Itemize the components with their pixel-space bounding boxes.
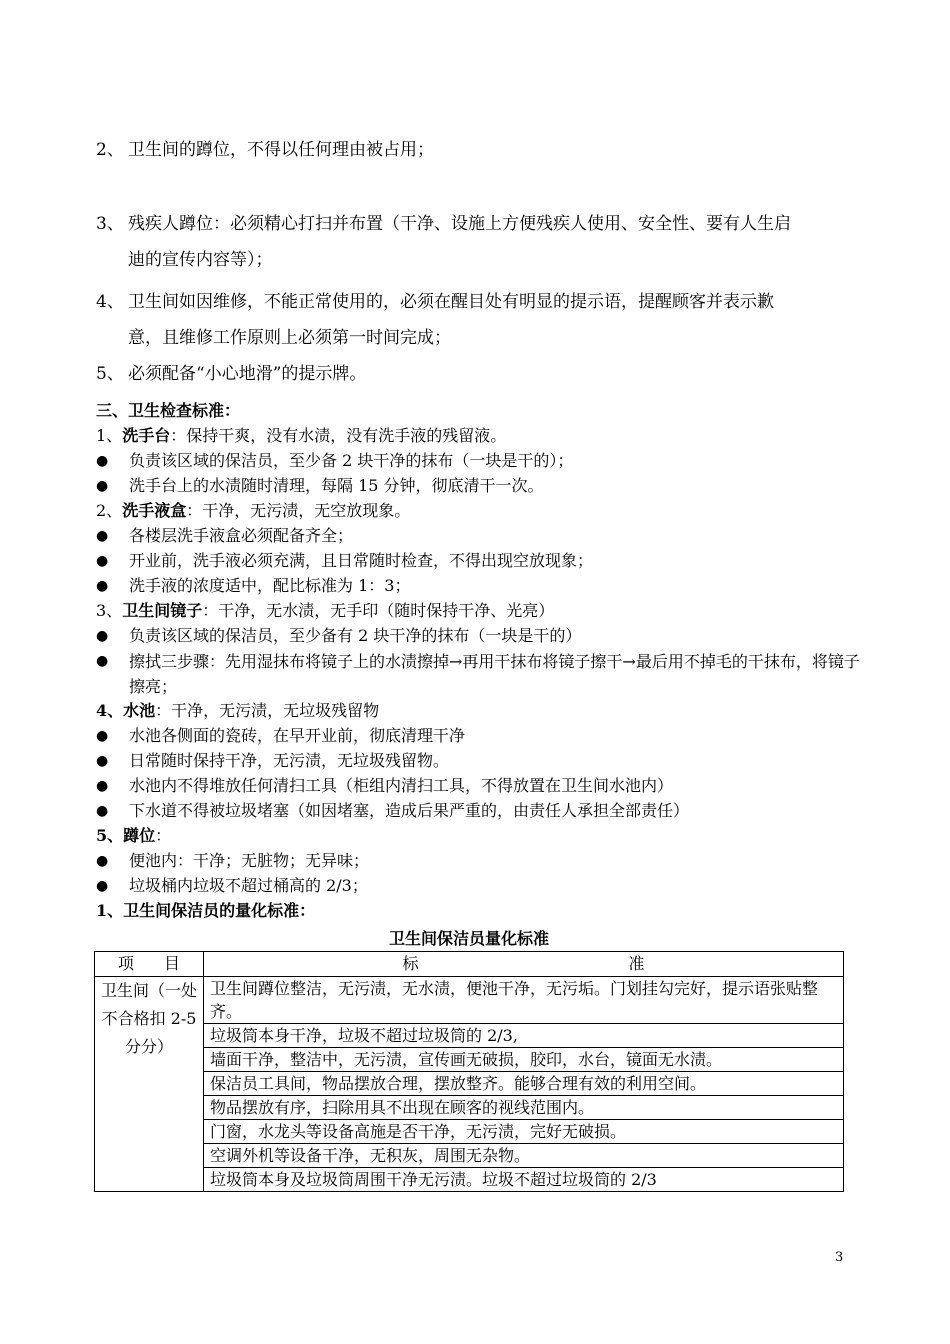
item-text-continuation: 迪的宣传内容等）；: [128, 250, 273, 270]
criterion-cell: 墙面干净，整洁中，无污渍，宣传画无破损，胶印，水台，镜面无水渍。: [204, 1048, 844, 1072]
table-row: [95, 1072, 844, 1096]
item-number: 5、: [96, 364, 124, 384]
criterion-cell: 物品摆放有序，扫除用具不出现在顾客的视线范围内。: [204, 1096, 844, 1120]
subsection-mirror: [96, 599, 866, 623]
criterion-cell: 保洁员工具间，物品摆放合理，摆放整齐。能够合理有效的利用空间。: [204, 1072, 844, 1096]
list-item: [96, 724, 866, 748]
table-row: [95, 1144, 844, 1168]
intro-item-4: [96, 284, 856, 356]
bullet-text: 水池各侧面的瓷砖，在早开业前，彻底清理干净: [129, 726, 466, 745]
bullet-text: 水池内不得堆放任何清扫工具（柜组内清扫工具，不得放置在卫生间水池内）: [129, 776, 674, 795]
bullet-icon: ●: [96, 478, 109, 494]
subsection-number: 2、: [96, 501, 123, 520]
subsection-basin: [96, 699, 866, 723]
bullet-text: 便池内：干净；无脏物；无异味；: [129, 851, 370, 870]
subsection-label: 卫生间镜子: [122, 601, 203, 620]
subsection-label: 洗手液盒: [122, 501, 187, 520]
subsection-text: ：干净，无污渍，无垃圾残留物: [155, 701, 380, 720]
bullet-text: 下水道不得被垃圾堵塞（如因堵塞，造成后果严重的，由责任人承担全部责任）: [129, 801, 690, 820]
bullet-text: 负责该区域的保洁员，至少备 2 块干净的抹布（一块是干的）；: [129, 451, 574, 470]
list-item: [96, 649, 866, 699]
bullet-text: 日常随时保持干净，无污渍，无垃圾残留物。: [129, 751, 450, 770]
bullet-text: 擦拭三步骤：先用湿抹布将镜子上的水渍擦掉→再用干抹布将镜子擦干→最后用不掉毛的干抹布，将镜子擦亮；: [129, 652, 860, 696]
subsection-label: 洗手台: [122, 426, 171, 445]
header-standard-char-1: 标: [402, 954, 419, 973]
table-row: [95, 1168, 844, 1192]
category-cell: 卫生间（一处不合格扣 2-5 分分）: [95, 977, 204, 1192]
bullet-icon: ●: [96, 578, 109, 594]
list-item: [96, 574, 866, 598]
list-item: [96, 799, 866, 823]
subsection-number: 5、: [96, 826, 124, 845]
header-standard-char-2: 准: [628, 954, 645, 973]
subsection-soap-dispenser: [96, 499, 866, 523]
list-item: [96, 624, 866, 648]
table-row: [95, 1024, 844, 1048]
intro-item-2: [96, 132, 856, 168]
subsection-squat-toilet: [96, 824, 866, 848]
bullet-icon: ●: [96, 653, 109, 669]
list-item: [96, 449, 866, 473]
bullet-text: 洗手台上的水渍随时清理，每隔 15 分钟，彻底清干一次。: [129, 476, 544, 495]
list-item: [96, 774, 866, 798]
subsection-number: 1、: [96, 426, 123, 445]
table-row: [95, 1120, 844, 1144]
section-heading: 三、卫生检查标准：: [96, 401, 241, 420]
bullet-icon: ●: [96, 753, 109, 769]
standards-table: [94, 951, 844, 1192]
list-item: [96, 549, 866, 573]
header-item-char-2: 目: [164, 954, 181, 973]
header-item: [95, 952, 204, 977]
subsection-text: ：: [155, 826, 172, 845]
item-text-continuation: 意，且维修工作原则上必须第一时间完成；: [128, 328, 451, 348]
bullet-icon: ●: [96, 553, 109, 569]
item-text: 卫生间如因维修，不能正常使用的，必须在醒目处有明显的提示语，提醒顾客并表示歉: [128, 292, 774, 312]
quantification-heading: 1、卫生间保洁员的量化标准：: [96, 901, 316, 920]
item-text: 必须配备“小心地滑”的提示牌。: [128, 364, 367, 384]
intro-item-3: [96, 206, 856, 278]
item-number: 4、: [96, 292, 124, 312]
bullet-icon: ●: [96, 628, 109, 644]
subsection-number: 3、: [96, 601, 123, 620]
item-text: 残疾人蹲位：必须精心打扫并布置（干净、设施上方便残疾人使用、安全性、要有人生启: [128, 214, 791, 234]
bullet-text: 垃圾桶内垃圾不超过桶高的 2/3；: [129, 876, 368, 895]
list-item: [96, 749, 866, 773]
criterion-cell: 垃圾筒本身及垃圾筒周围干净无污渍。垃圾不超过垃圾筒的 2/3: [204, 1168, 844, 1192]
criterion-cell: 卫生间蹲位整洁，无污渍，无水渍，便池干净，无污垢。门划挂勾完好，提示语张贴整齐。: [204, 977, 844, 1024]
table-header-row: [95, 952, 844, 977]
subsection-text: ：干净，无污渍，无空放现象。: [186, 501, 411, 520]
item-number: 3、: [96, 214, 124, 234]
subsection-label: 水池: [123, 701, 156, 720]
bullet-icon: ●: [96, 878, 109, 894]
bullet-icon: ●: [96, 778, 109, 794]
bullet-text: 负责该区域的保洁员，至少备有 2 块干净的抹布（一块是干的）: [129, 626, 582, 645]
header-standard: [204, 952, 844, 977]
criterion-cell: 垃圾筒本身干净，垃圾不超过垃圾筒的 2/3,: [204, 1024, 844, 1048]
list-item: [96, 874, 866, 898]
bullet-text: 洗手液的浓度适中，配比标准为 1：3；: [129, 576, 411, 595]
criterion-cell: 空调外机等设备干净，无积灰，周围无杂物。: [204, 1144, 844, 1168]
subsection-text: ：保持干爽，没有水渍，没有洗手液的残留液。: [170, 426, 507, 445]
bullet-icon: ●: [96, 728, 109, 744]
bullet-text: 开业前，洗手液必须充满，且日常随时检查，不得出现空放现象；: [129, 551, 594, 570]
header-item-char-1: 项: [117, 954, 134, 973]
table-row: [95, 1096, 844, 1120]
list-item: [96, 524, 866, 548]
item-text: 卫生间的蹲位，不得以任何理由被占用；: [128, 140, 434, 160]
table-row: [95, 1048, 844, 1072]
bullet-icon: ●: [96, 803, 109, 819]
item-number: 2、: [96, 140, 124, 160]
intro-item-5: [96, 356, 856, 392]
criterion-cell: 门窗，水龙头等设备高施是否干净，无污渍，完好无破损。: [204, 1120, 844, 1144]
page-number: 3: [835, 1250, 844, 1265]
subsection-sink-counter: [96, 424, 866, 448]
bullet-icon: ●: [96, 853, 109, 869]
bullet-icon: ●: [96, 453, 109, 469]
subsection-number: 4、: [96, 701, 124, 720]
table-title: 卫生间保洁员量化标准: [388, 929, 549, 948]
list-item: [96, 474, 866, 498]
table-row: [95, 977, 844, 1024]
list-item: [96, 849, 866, 873]
bullet-text: 各楼层洗手液盒必须配备齐全；: [129, 526, 354, 545]
bullet-icon: ●: [96, 528, 109, 544]
subsection-label: 蹲位: [123, 826, 156, 845]
subsection-text: ：干净，无水渍，无手印（随时保持干净、光亮）: [202, 601, 555, 620]
